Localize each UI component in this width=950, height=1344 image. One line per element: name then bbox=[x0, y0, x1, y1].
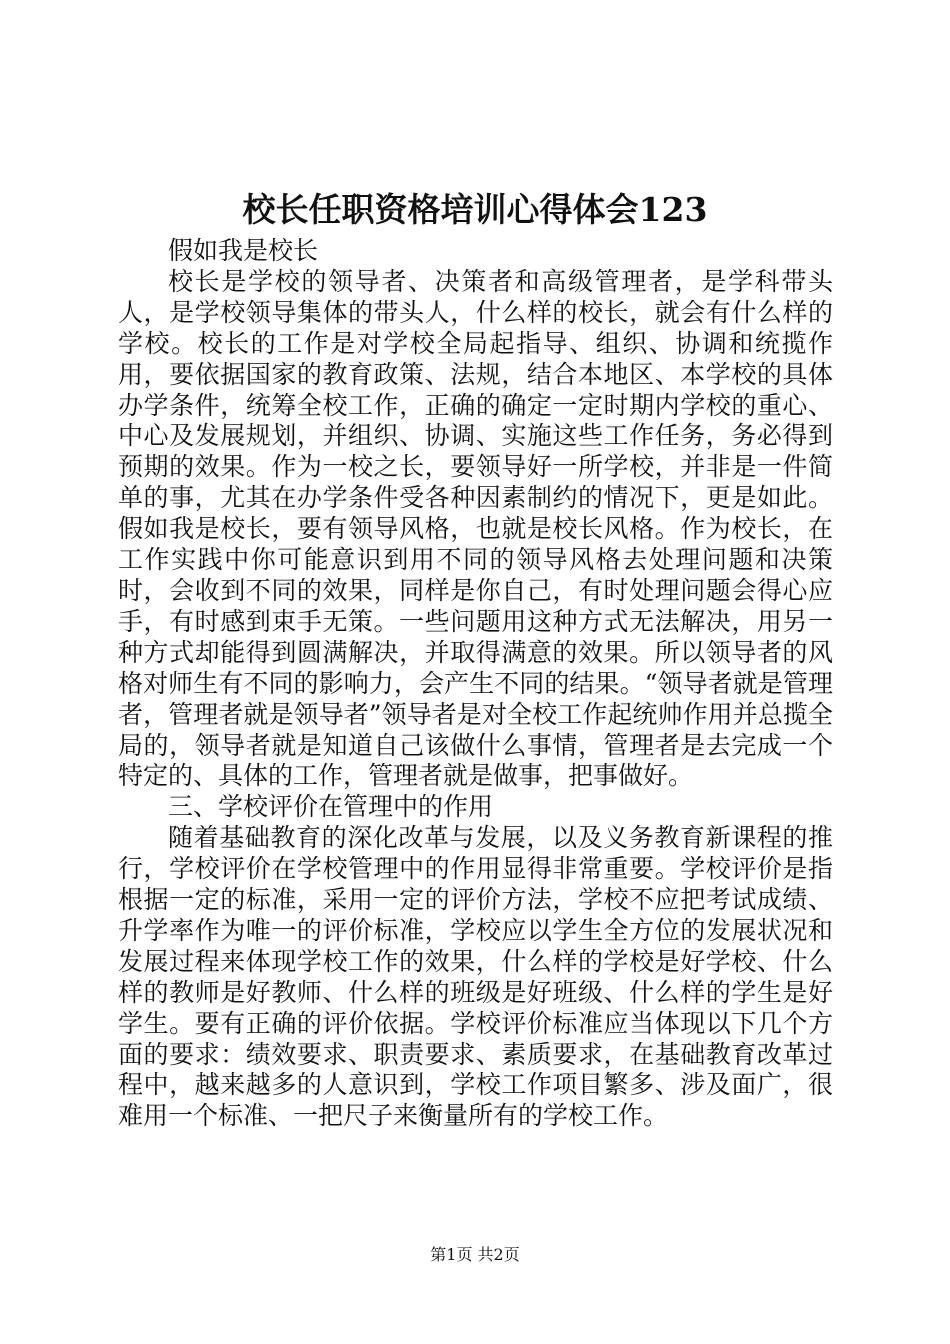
paragraph-school-evaluation: 随着基础教育的深化改革与发展，以及义务教育新课程的推行，学校评价在学校管理中的作用显得非常重要。学校评价是指根据一定的标准，采用一定的评价方法，学校不应把考试成绩、升学率作为唯一的评价标准，学校应以学生全方位的发展状况和发展过程来体现学校工作的效果，什么样的学校是好学校、什么样的教师是好教师、什么样的班级是好班级、什么样的学生是好学生。要有正确的评价依据。学校评价标准应当体现以下几个方面的要求：绩效要求、职责要求、素质要求，在基础教育改革过程中，越来越多的人意识到，学校工作项目繁多、涉及面广，很难用一个标准、一把尺子来衡量所有的学校工作。 bbox=[118, 823, 833, 1131]
document-body bbox=[118, 236, 833, 1132]
section-heading-principal: 假如我是校长 bbox=[168, 236, 319, 265]
document-title: 校长任职资格培训心得体会123 bbox=[242, 190, 708, 229]
paragraph-principal-role: 校长是学校的领导者、决策者和高级管理者，是学科带头人，是学校领导集体的带头人，什么样的校长，就会有什么样的学校。校长的工作是对学校全局起指导、组织、协调和统揽作用，要依据国家的教育政策、法规，结合本地区、本学校的具体办学条件，统筹全校工作，正确的确定一定时期内学校的重心、中心及发展规划，并组织、协调、实施这些工作任务，务必得到预期的效果。作为一校之长，要领导好一所学校，并非是一件简单的事，尤其在办学条件受各种因素制约的情况下，更是如此。假如我是校长，要有领导风格，也就是校长风格。作为校长，在工作实践中你可能意识到用不同的领导风格去处理问题和决策时，会收到不同的效果，同样是你自己，有时处理问题会得心应手，有时感到束手无策。一些问题用这种方式无法解决，用另一种方式却能得到圆满解决，并取得满意的效果。所以领导者的风格对师生有不同的影响力，会产生不同的结果。“领导者就是管理者，管理者就是领导者”领导者是对全校工作起统帅作用并总揽全局的，领导者就是知道自己该做什么事情，管理者是去完成一个特定的、具体的工作，管理者就是做事，把事做好。 bbox=[118, 266, 833, 791]
page-footer: 第1页 共2页 bbox=[430, 1245, 520, 1264]
section-heading-evaluation: 三、学校评价在管理中的作用 bbox=[168, 792, 494, 822]
